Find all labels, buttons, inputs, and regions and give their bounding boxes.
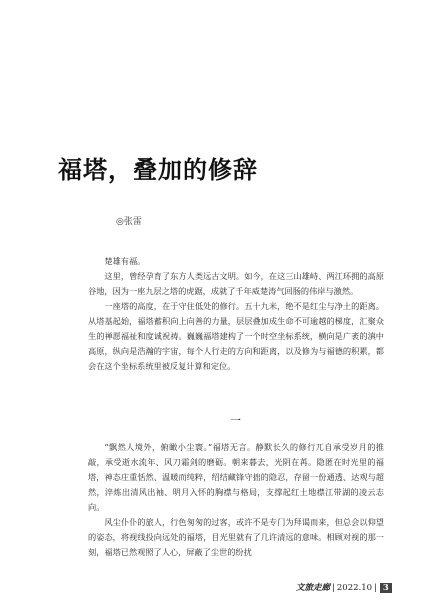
section-number: 一 [230,414,241,427]
paragraph: 这里，曾经孕育了东方人类远古文明。如今，在这三山雄峙、两江环拥的高原谷地，因为一座九层之塔的虎踞，成就了千年威楚涛气回肠的伟岸与激然。 [88,271,384,296]
page-number: 3 [380,583,392,593]
article-title: 福塔，叠加的修辞 [58,155,258,184]
paragraph: “飘然人境外，俯瞰小尘寰。”福塔无言。静默长久的修行兀自承受岁月的推敲，承受逝水流年、风刀霜剑的磨砺。朝来暮去，光阴在苒。隐匿在时光里的福塔，神态庄重恬然、温暖而纯粹，绍结藏锋守拙的隐忍，存留一份通透、达观与超然，淬炼出清风出袖、明月入怀的胸襟与格局，支撑起红土地襟江带湖的凌云志向。 [88,442,384,512]
footer-divider: | [374,583,377,593]
journal-name: 文旅走廊 [296,583,331,593]
article-body-part1 [88,254,384,374]
paragraph: 一座塔的高度，在于守住低处的修行。五十九米，绝不是红尘与净土的距离。从塔基起始，福塔蓄积向上向善的力量，层层叠加成生命不可逾越的梯度，汇聚众生的禅愿福祉和度诚祝祷。巍巍福塔建构了一个时空坐标系统，横向是广袤的滇中高原，纵向是浩瀚的宇宙，每个人行走的方向和距离，以及修为与福德的积累，都会在这个坐标系统里被反复计算和定位。 [88,301,384,371]
paragraph: 风尘仆仆的旅人，行色匆匆的过客，或许不是专门为拜谒而来，但总会以仰望的姿态，将视线投向远处的福塔，目光里就有了几许清远的意味。相顾对视的那一刻，福塔已然观照了人心，屏蔽了尘世的纷扰 [88,517,384,557]
page-footer [296,581,392,593]
author-byline: ◎张雷 [116,217,142,227]
paragraph: 楚雄有福。 [104,256,146,266]
issue-number: 2022.10 [336,583,373,593]
article-body-part2 [88,440,384,560]
footer-divider: | [332,583,335,593]
